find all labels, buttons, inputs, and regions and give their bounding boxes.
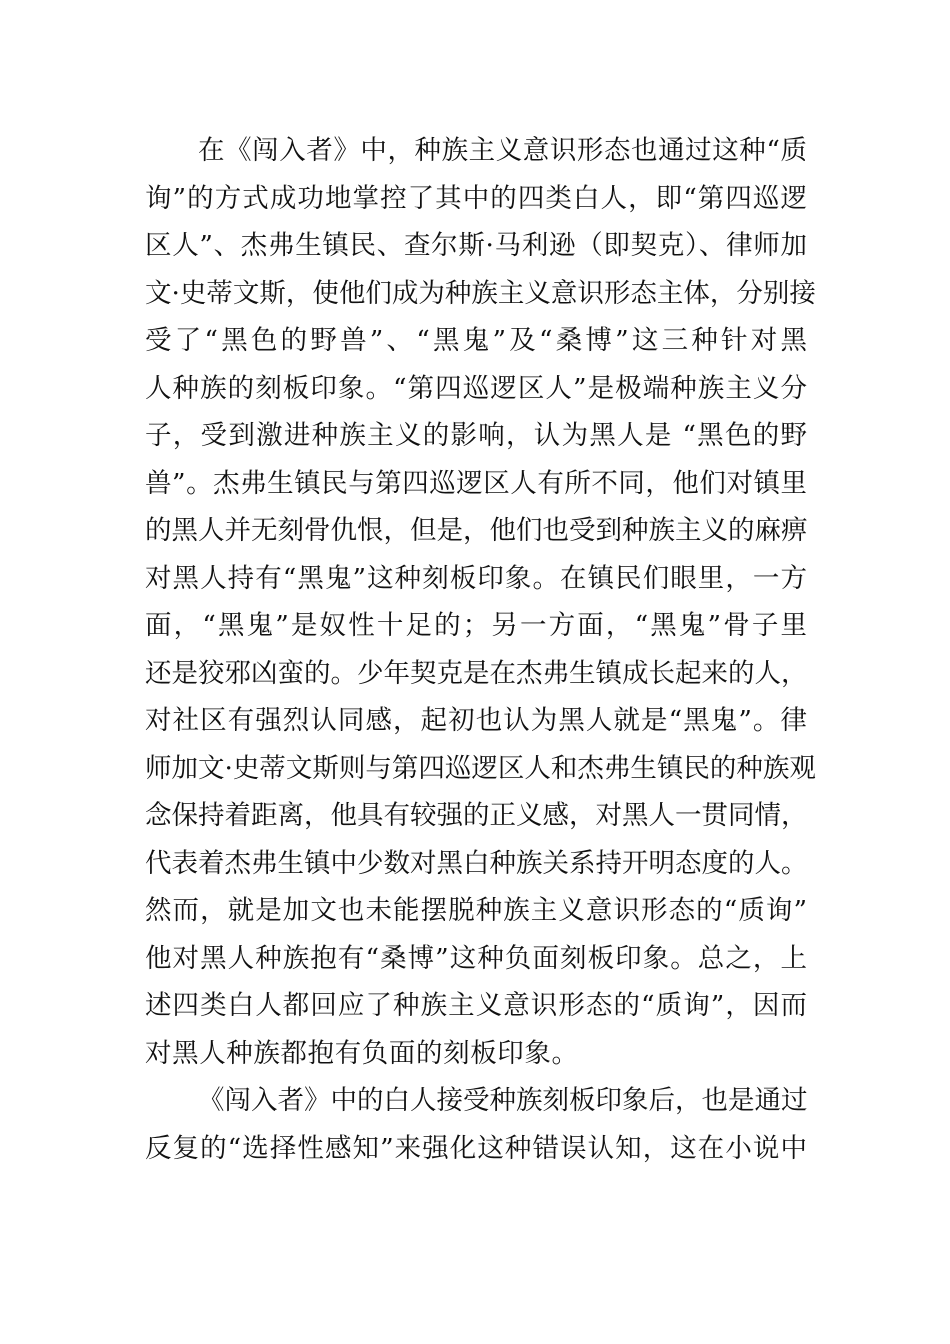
paragraph-line: 对黑人持有“黑鬼”这种刻板印象。在镇民们眼里，一方 (145, 562, 807, 594)
paragraph (145, 1077, 807, 1172)
paragraph-line: 面，“黑鬼”是奴性十足的；另一方面，“黑鬼”骨子里 (145, 610, 807, 641)
paragraph-line: 文·史蒂文斯，使他们成为种族主义意识形态主体，分别接 (145, 277, 816, 309)
paragraph-line: 对社区有强烈认同感，起初也认为黑人就是“黑鬼”。律 (145, 705, 807, 736)
paragraph-line: 区人”、杰弗生镇民、查尔斯·马利逊（即契克）、律师加 (145, 230, 807, 261)
paragraph-line: 在《闯入者》中，种族主义意识形态也通过这种“质 (198, 135, 807, 166)
paragraph-line: 人种族的刻板印象。“第四巡逻区人”是极端种族主义分 (145, 372, 807, 404)
paragraph-line: 然而，就是加文也未能摆脱种族主义意识形态的“质询” (145, 895, 807, 926)
paragraph-line: 询”的方式成功地掌控了其中的四类白人，即“第四巡逻 (145, 182, 807, 214)
paragraph-line: 代表着杰弗生镇中少数对黑白种族关系持开明态度的人。 (145, 847, 808, 879)
paragraph-line: 的黑人并无刻骨仇恨，但是，他们也受到种族主义的麻痹 (145, 515, 808, 546)
paragraph-line: 反复的“选择性感知”来强化这种错误认知，这在小说中 (145, 1132, 807, 1164)
paragraph-line: 兽”。杰弗生镇民与第四巡逻区人有所不同，他们对镇里 (145, 467, 807, 499)
paragraph-line: 还是狡邪凶蛮的。少年契克是在杰弗生镇成长起来的人， (145, 657, 808, 689)
paragraph-line: 他对黑人种族抱有“桑博”这种负面刻板印象。总之，上 (145, 942, 807, 974)
paragraph-line: 子，受到激进种族主义的影响，认为黑人是 “黑色的野 (145, 420, 807, 451)
paragraph-line: 受了“黑色的野兽”、“黑鬼”及“桑博”这三种针对黑 (145, 325, 807, 356)
document-body (145, 127, 816, 1172)
paragraph-line: 对黑人种族都抱有负面的刻板印象。 (145, 1037, 579, 1069)
paragraph-line: 师加文·史蒂文斯则与第四巡逻区人和杰弗生镇民的种族观 (145, 752, 816, 784)
paragraph-line: 述四类白人都回应了种族主义意识形态的“质询”，因而 (145, 990, 807, 1021)
paragraph-line: 《闯入者》中的白人接受种族刻板印象后，也是通过 (198, 1085, 808, 1116)
paragraph (145, 127, 816, 1077)
paragraph-line: 念保持着距离，他具有较强的正义感，对黑人一贯同情， (145, 800, 808, 831)
